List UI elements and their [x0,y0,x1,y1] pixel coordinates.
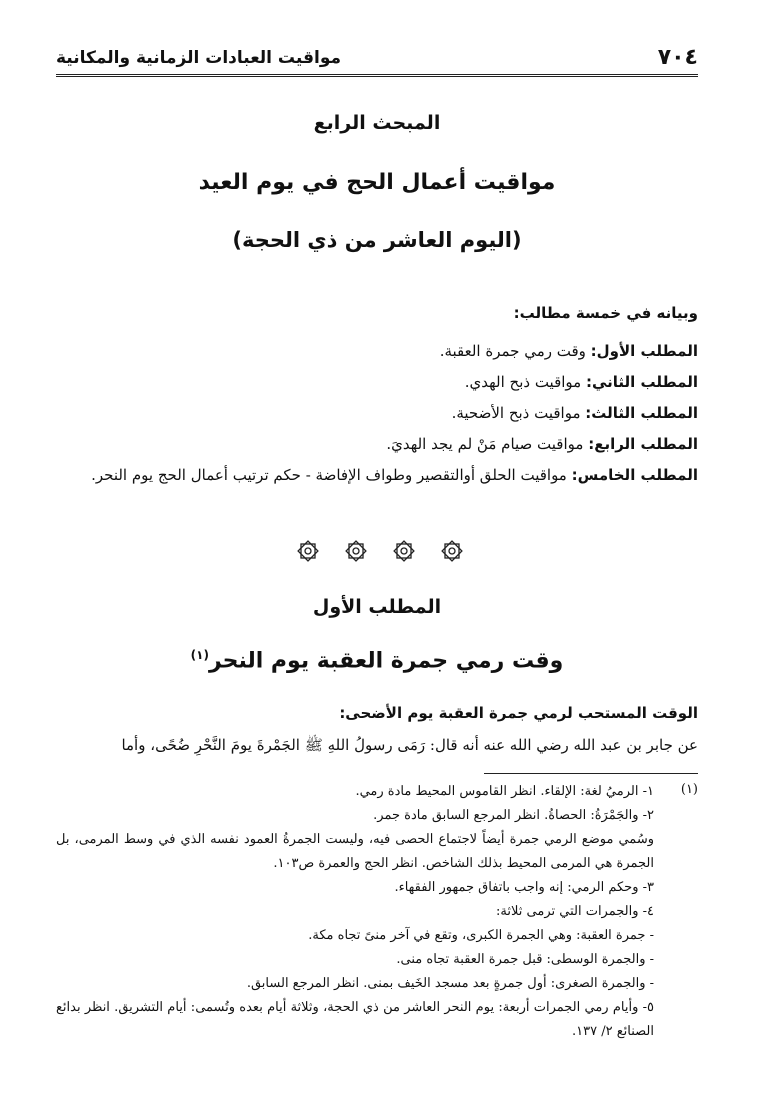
list-item [56,460,698,491]
subsection-title-wrap [56,648,698,673]
footnote-line: ٢- والجَمْرَةُ: الحصاةُ. انظر المرجع السابق مادة جمر. [373,808,654,823]
item-text: مواقيت ذبح الهدي. [464,373,586,391]
section-subtitle: (اليوم العاشر من ذي الحجة) [232,228,522,252]
footnote-marker: (١) [680,782,698,797]
section-title: مواقيت أعمال الحج في يوم العيد [198,170,556,195]
subsection-label: المطلب الأول [312,596,442,618]
item-label: المطلب الرابع: [588,435,698,453]
footnote-line: وسُمي موضع الرمي جمرة أيضاً لاجتماع الحصى فيه، وليست الجمرةُ العمود نفسه الذي في وسط المرمى، بل الجمرة هي المرمى المحيط بذلك الشاخص. انظر الحج والعمرة ص١٠٣. [56,832,654,871]
footnote-line: ٣- وحكم الرمي: إنه واجب باتفاق جمهور الفقهاء. [394,880,654,895]
list-item [56,367,698,398]
item-label: المطلب الخامس: [571,466,698,484]
running-header [56,40,698,77]
footnote-rule [484,773,698,774]
footnote-line: - والجمرة الصغرى: أول جمرةٍ بعد مسجد الخَيف بمنى. انظر المرجع السابق. [246,976,654,991]
paragraph-heading: الوقت المستحب لرمي جمرة العقبة يوم الأضحى: [339,704,698,722]
topics-list [56,336,698,491]
page-number: ٧٠٤ [657,45,698,70]
item-label: المطلب الثاني: [585,373,698,391]
ornament-icon [345,540,367,562]
footnotes [56,780,654,1044]
item-text: مواقيت الحلق أوالتقصير وطواف الإفاضة - حكم ترتيب أعمال الحج يوم النحر. [91,466,572,484]
list-item [56,429,698,460]
ornament-icon [393,540,415,562]
footnote-line: - جمرة العقبة: وهي الجمرة الكبرى، وتقع في آخر منىً تجاه مكة. [308,928,654,943]
item-label: المطلب الثالث: [585,404,698,422]
list-item [56,336,698,367]
item-text: مواقيت صيام مَنْ لم يجد الهديَ. [386,435,589,453]
intro-line: وبيانه في خمسة مطالب: [513,304,698,322]
item-text: مواقيت ذبح الأضحية. [451,404,586,422]
ornament-divider [0,540,760,562]
subsection-title: وقت رمي جمرة العقبة يوم النحر [208,648,564,674]
footnote-line: ١- الرميُ لغة: الإلقاء. انظر القاموس المحيط مادة رمي. [355,784,654,799]
ornament-icon [441,540,463,562]
list-item [56,398,698,429]
footnote-ref: (١) [190,648,209,662]
item-label: المطلب الأول: [590,342,698,360]
running-title: مواقيت العبادات الزمانية والمكانية [56,48,341,68]
footnote-line: - والجمرة الوسطى: قبل جمرة العقبة تجاه منى. [396,952,654,967]
section-label: المبحث الرابع [313,112,441,134]
ornament-icon [297,540,319,562]
item-text: وقت رمي جمرة العقبة. [439,342,591,360]
paragraph-text: عن جابر بن عبد الله رضي الله عنه أنه قال: رَمَى رسولُ اللهِ ﷺ الجَمْرةَ يومَ النَّحْرِ ضُحًى، وأما [121,736,698,754]
footnote-line: ٥- وأيام رمي الجمرات أربعة: يوم النحر العاشر من ذي الحجة، وثلاثة أيام بعده وتُسمى: أيام التشريق. انظر بدائع الصنائع ٢/ ١٣٧. [56,1000,654,1039]
footnote-line: ٤- والجمرات التي ترمى ثلاثة: [496,904,654,919]
